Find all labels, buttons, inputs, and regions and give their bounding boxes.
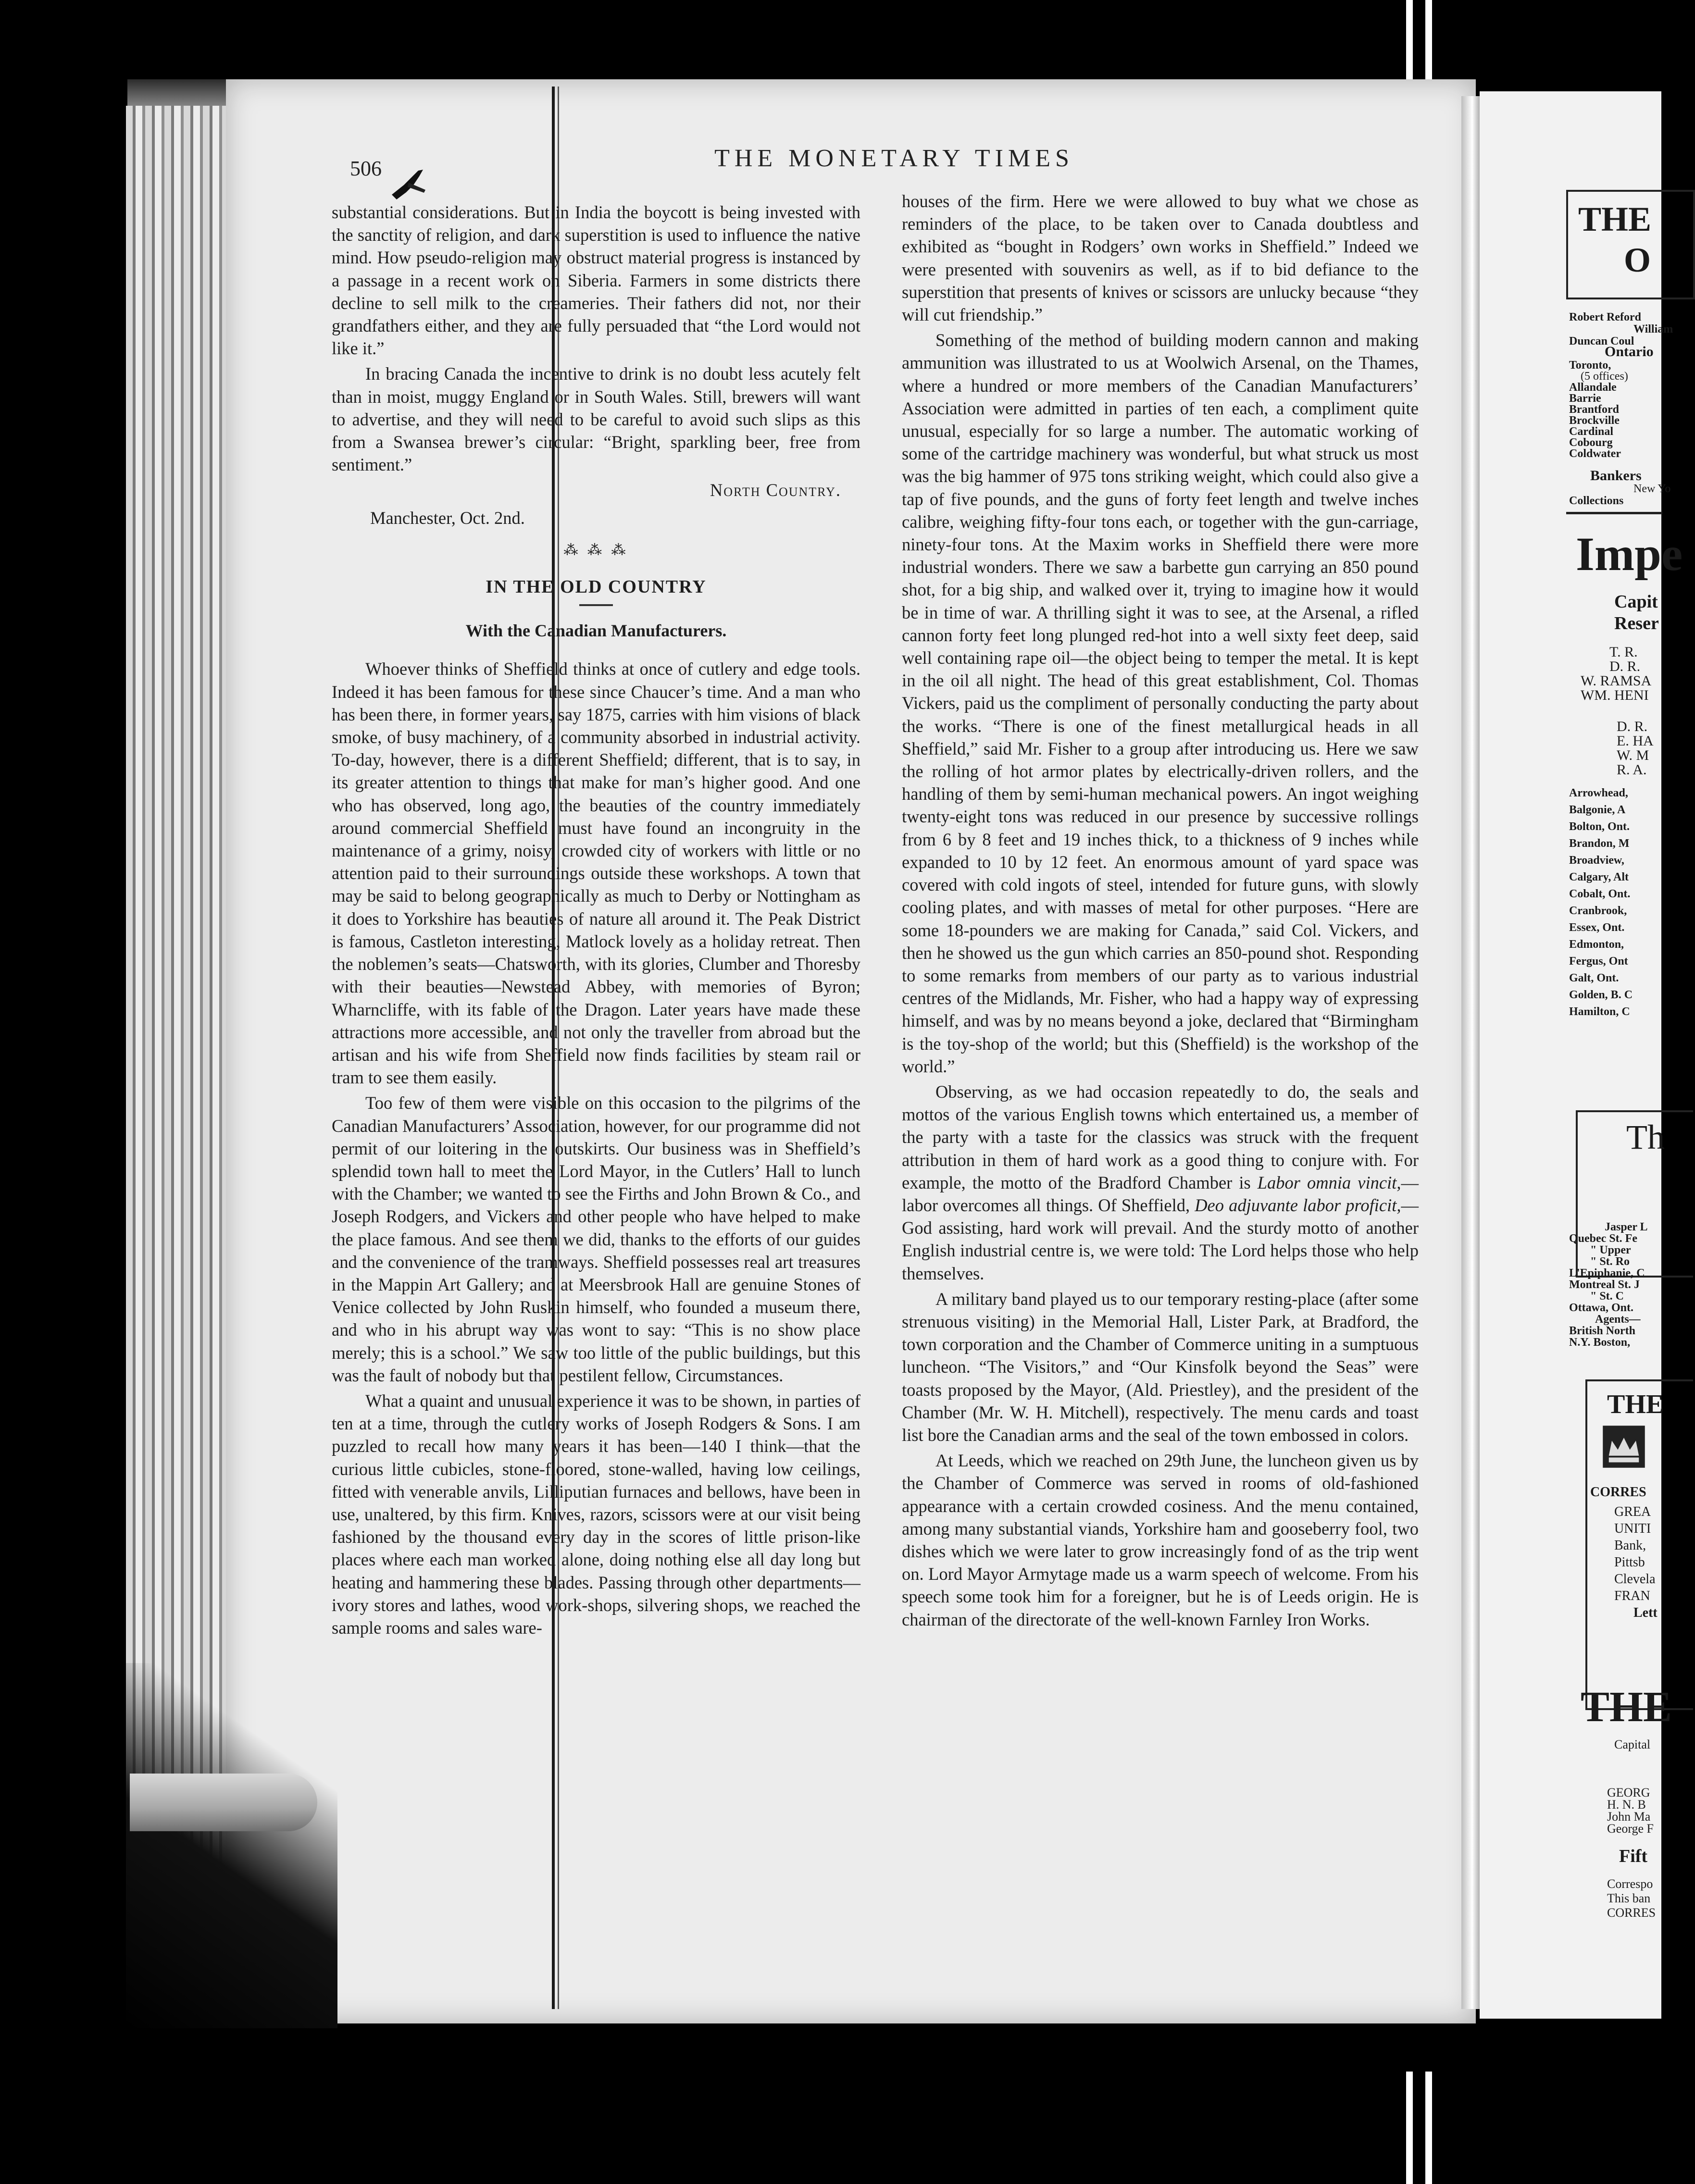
ad-branch-2: Bolton, Ont. (1569, 820, 1630, 833)
ad-officer-4: D. R. (1617, 719, 1648, 734)
left-paragraph-1: substantial considerations. But in India the boycott is being invested with the sanctity of religion, and dark superstition is used to influence the native mind. How pseudo-religion may obstruct material progress is instanced by a passage in a recent work on Siberia. Farmers in some districts there decline to sell milk to the creameries. Their fathers did not, nor their grandfathers either, and they are fully persuaded that “the Lord would not like it.” (332, 202, 860, 359)
right-paragraph-1: houses of the firm. Here we were allowed to buy what we chose as reminders of the place, to be taken over to Canada doubtless and exhibited as “bought in Rodgers’ own works in Sheffield.” Indeed we were presented with souvenirs as well, as if to bid defiance to the superstition that presents of knives or scissors are unlucky because “they will cut friendship.” (902, 191, 1419, 325)
ad-names-1-5: (5 offices) (1581, 370, 1628, 383)
ad-branch-5: Calgary, Alt (1569, 871, 1629, 883)
film-edge-bottom-right (1425, 2072, 1432, 2184)
page-clip (130, 1774, 317, 1831)
ad-box-2-line-8: Agents— (1595, 1313, 1641, 1326)
ad-names-1-12: Coldwater (1569, 447, 1621, 460)
insect-blot-icon (389, 166, 428, 204)
ad-box-2-line-9: British North (1569, 1325, 1635, 1337)
ad-branch-8: Essex, Ont. (1569, 921, 1625, 934)
section-rule (579, 604, 613, 606)
ad-names-1-2: Duncan Coul (1569, 335, 1634, 347)
ad-names-1-13: Bankers (1590, 468, 1642, 484)
ad-officer-1: D. R. (1609, 658, 1641, 674)
ad-officers2-1: H. N. B (1607, 1798, 1646, 1812)
dateline: Manchester, Oct. 2nd. (370, 508, 525, 528)
left-paragraph-4: Too few of them were visible on this occasion to the pilgrims of the Canadian Manufacturers’ Association, however, for our programme did not permit of our loitering in the outskirts. Our business was in Sheffield’s splendid town hall to meet the Lord Mayor, in the Cutlers’ Hall to lunch with the Chamber; we wanted to see the Firths and John Brown & Co., and Joseph Rodgers, and Vickers and other people who have helped to make the place famous. And see them we did, thanks to the efforts of our guides and the convenience of the tramways. Sheffield possesses real art treasures in the Mappin Art Gallery; and at Meersbrook Hall are genuine Stones of Venice collected by John Ruskin himself, who founded a museum there, and who in his abrupt way was wont to say: “This is no show place merely; this is a school.” We saw too little of the public buildings, but this was the fault of nobody but that pestilent fellow, Circumstances. (332, 1093, 860, 1385)
ad-big-title-2: THE (1581, 1683, 1672, 1731)
ad-branch-1: Balgonie, A (1569, 804, 1626, 816)
ad-box-3-title: THE (1607, 1390, 1664, 1419)
ad-box-2-line-5: Montreal St. J (1569, 1278, 1640, 1291)
ad-box-3-line-7: Lett (1633, 1605, 1658, 1620)
ad-box-3-line-0: CORRES (1590, 1485, 1646, 1500)
ad-names-1-8: Brantford (1569, 403, 1619, 416)
ad-branch-10: Fergus, Ont (1569, 955, 1628, 968)
ad-corr-1: This ban (1607, 1891, 1651, 1905)
ad-box-2-line-10: N.Y. Boston, (1569, 1336, 1631, 1349)
ad-branch-12: Golden, B. C (1569, 989, 1633, 1001)
ad-officers2-0: GEORG (1607, 1786, 1650, 1799)
section-ornament: ⁂ ⁂ ⁂ (563, 542, 629, 558)
ad-branch-3: Brandon, M (1569, 837, 1630, 850)
ad-officer-5: E. HA (1617, 733, 1654, 749)
ad-box-2-line-0: Jasper L (1605, 1221, 1648, 1233)
ad-names-1-15: Collections (1569, 495, 1624, 507)
ad-box-2-line-2: " Upper (1590, 1244, 1631, 1256)
ad-box-2-title: Th (1626, 1118, 1665, 1156)
ad-officers2-2: John Ma (1607, 1810, 1651, 1824)
ad-officer-0: T. R. (1609, 644, 1638, 660)
right-paragraph-3 (902, 1080, 1419, 1285)
signature: North Country. (710, 480, 841, 500)
ad-box-3-line-3: Bank, (1614, 1538, 1646, 1553)
ad-names-1-6: Allandale (1569, 381, 1617, 394)
left-paragraph-5: What a quaint and unusual experience it was to be shown, in parties of ten at a time, through the cutlery works of Joseph Rodgers & Sons. I am puzzled to recall how many years it has been—140 I think—that the curious little cubicles, stone-floored, stone-walled, having low ceilings, fitted with venerable anvils, Lilliputian furnaces and bellows, have been in use, unaltered, by this firm. Knives, razors, scissors were at our visit being fashioned by the thousand every day in the scores of little prison-like places where each man worked alone, doing nothing else all day long but heating and hammering these blades. Passing through other departments—ivory stores and lathes, wood work-shops, silvering shops, we reached the sample rooms and sales ware- (332, 1390, 860, 1638)
ad-rule-1 (1566, 512, 1662, 514)
ad-box-1-title-2: O (1624, 241, 1651, 279)
ad-corr-0: Correspo (1607, 1877, 1653, 1891)
ad-box-2-line-4: L'Epiphanie, C (1569, 1267, 1645, 1279)
para3-text-a: Observing, as we had occasion repeatedly to do, the seals and mottos of the various English towns which entertained us, a member of the party with a taste for the classics was struck with the frequent attribution in them of hard work as a good thing to conjure with. For example, the motto of the Bradford Chamber is (902, 1081, 1419, 1192)
ad-fifty: Fift (1619, 1846, 1648, 1866)
ad-names-1-0: Robert Reford (1569, 311, 1641, 323)
ad-names-1-7: Barrie (1569, 392, 1601, 405)
right-paragraph-4: A military band played us to our temporary resting-place (after some strenuous visiting) in the Memorial Hall, Lister Park, at Bradford, the town corporation and the Chamber of Commerce uniting in a sumptuous luncheon. “The Visitors,” and “Our Kinsfolk beyond the Seas” were toasts proposed by the Mayor, (Ald. Priestley), and the president of the Chamber (Mr. W. H. Mitchell), respectively. The menu cards and toast list bore the Canadian arms and the seal of the town embossed in colors. (902, 1289, 1419, 1445)
ad-capital-2: Capital (1614, 1737, 1651, 1751)
ad-box-2-line-6: " St. C (1590, 1290, 1624, 1303)
ad-capital-1: Reser (1614, 613, 1659, 633)
running-head: THE MONETARY TIMES (714, 145, 1074, 172)
right-column (902, 190, 1419, 1634)
ad-officer-3: WM. HENI (1581, 687, 1649, 703)
para3-text-c: —God assisting, hard work will prevail. And the sturdy motto of another English industrial centre is, we were told: The Lord helps those who help themselves. (902, 1195, 1419, 1283)
page-number: 506 (350, 157, 382, 180)
left-column (332, 201, 860, 1642)
ad-box-2-line-3: " St. Ro (1590, 1255, 1630, 1268)
ad-box-1-title-1: THE (1578, 200, 1652, 238)
ad-branch-13: Hamilton, C (1569, 1005, 1630, 1018)
left-paragraph-2: In bracing Canada the incentive to drink is no doubt less acutely felt than in moist, muggy England or in South Wales. Still, brewers will want to advertise, and they will need to be careful to avoid such slips as this from a Swansea brewer’s circular: “Bright, sparkling beer, free from sentiment.” (332, 364, 860, 475)
ad-officer-2: W. RAMSA (1581, 673, 1652, 689)
ad-box-3-line-2: UNITI (1614, 1521, 1651, 1536)
ad-names-1-14: New Yo (1633, 483, 1671, 495)
ad-box-3-line-1: GREA (1614, 1504, 1651, 1519)
ad-branch-4: Broadview, (1569, 854, 1624, 867)
ad-names-1-3: Ontario (1605, 344, 1654, 360)
ad-branch-9: Edmonton, (1569, 938, 1624, 951)
left-paragraph-3: Whoever thinks of Sheffield thinks at once of cutlery and edge tools. Indeed it has been famous for these since Chaucer’s time. And a man who has been there, in former years, say 1875, carries with him visions of black smoke, of busy machinery, of a community absorbed in industrial activity. To-day, however, there is a different Sheffield; different, that is to say, in its greater attention to things that make for man’s higher good. And one who has observed, long ago, the beauties of the country immediately around commercial Sheffield must have found an incongruity in the maintenance of a grimy, noisy, crowded city of workers with little or no attention paid to their surroundings outside these workshops. A town that may be said to belong geographically as much to Derby or Nottingham as it does to Yorkshire has beauties of nature all around it. The Peak District is famous, Castleton interesting, Matlock lovely as a holiday retreat. Then the noblemen’s seats—Chatsworth, with its glories, Clumber and Thoresby with their beauties—Newstead Abbey, with memories of Byron; Wharncliffe, with its fable of the Dragon. Later years have made these attractions more accessible, and not only the traveller from abroad but the artisan and his wife from Sheffield now finds facilities by steam rail or tram to see them easily. (332, 659, 860, 1088)
ad-box-2-line-1: Quebec St. Fe (1569, 1232, 1637, 1245)
section-subtitle: With the Canadian Manufacturers. (465, 621, 727, 641)
ad-branch-7: Cranbrook, (1569, 905, 1627, 917)
ad-officer-7: R. A. (1617, 762, 1647, 778)
para3-text-b: —labor overcomes all things. Of Sheffield, (902, 1172, 1419, 1215)
film-edge-left (1406, 0, 1413, 91)
ad-officer-6: W. M (1617, 747, 1649, 763)
ad-box-3-line-4: Pittsb (1614, 1555, 1645, 1570)
ad-branch-11: Galt, Ont. (1569, 972, 1619, 984)
crown-emblem-icon (1600, 1423, 1648, 1471)
section-title: IN THE OLD COUNTRY (486, 577, 707, 597)
ad-names-1-11: Cobourg (1569, 436, 1613, 449)
ad-names-1-9: Brockville (1569, 414, 1620, 427)
film-edge-right (1425, 0, 1432, 91)
ad-box-3-line-5: Clevela (1614, 1572, 1656, 1587)
ad-officers2-3: George F (1607, 1822, 1654, 1836)
ad-corr-2: CORRES (1607, 1906, 1656, 1920)
ad-names-1-10: Cardinal (1569, 425, 1614, 438)
adjacent-page (1480, 91, 1683, 2019)
ad-box-3-line-6: FRAN (1614, 1588, 1650, 1603)
right-paragraph-5: At Leeds, which we reached on 29th June, the luncheon given us by the Chamber of Commerce was served in rooms of old-fashioned appearance with a certain crowded cosiness. And the menu contained, among many substantial viands, Yorkshire ham and gooseberry fool, two dishes which we were later to grow increasingly fond of as the trip went on. Lord Mayor Armytage made us a warm speech of welcome. From his speech some took him for a foreigner, but he is of Leeds origin. He is chairman of the directorate of the well-known Farnley Iron Works. (902, 1451, 1419, 1629)
ad-capital-0: Capit (1614, 592, 1658, 612)
ad-branch-0: Arrowhead, (1569, 787, 1628, 799)
ad-big-title: Impe (1576, 527, 1683, 581)
ad-box-2-line-7: Ottawa, Ont. (1569, 1302, 1633, 1314)
motto-sheffield: Deo adjuvante labor proficit, (1195, 1195, 1401, 1215)
film-edge-bottom-left (1406, 2072, 1413, 2184)
ad-names-1-4: Toronto, (1569, 359, 1611, 372)
right-paragraph-2: Something of the method of building modern cannon and making ammunition was illustrated to us at Woolwich Arsenal, on the Thames, where a hundred or more members of the Canadian Manufacturers’ Association were admitted in parties of ten each, a compliment quite unusual, especially for so large a number. The automatic working of some of the cartridge machinery was wonderful, but what struck us most was the big hammer of 975 tons striking weight, which could also give a tap of five pounds, and the guns of forty feet length and twelve inches calibre, weighing fifty-four tons each, or together with the gun-carriage, ninety-four tons. At the Maxim works in Sheffield there were more industrial wonders. There we saw a barbette gun carrying an 850 pound shot, for a big ship, and walked over it, trying to imagine how it would be in time of war. A thrilling sight it was to see, at the Arsenal, a rifled cannon forty feet long plunged red-hot into a well sixty feet deep, said well containing rape oil—the object being to temper the metal. It is kept in the oil all night. The head of this great establishment, Col. Thomas Vickers, paid us the compliment of personally conducting the party about the works. “There is one of the finest metallurgical heads in all Sheffield,” said Mr. Fisher to a group after introducing us. Here we saw the rolling of hot armor plates by electrically-driven rollers, and the handling of them by semi-human mechanical powers. An ingot weighing twenty-eight tons was reduced in our presence by successive rollings from 6 by 8 feet and 19 inches thick, to a thickness of 9 inches while expanded to 10 by 12 feet. An enormous amount of yard space was covered with cold ingots of steel, intended for future guns, with slowly cooling plates, and with masses of metal for other purposes. “Here are some 18-pounders we are making for Canada,” said Col. Vickers, and then he showed us the gun which carries an 850-pound shot. Responding to some remarks from members of our party as to various industrial centres of the Midlands, Mr. Fisher, who had a happy way of expressing himself, and was by no means beyond a joke, declared that “Birmingham is the toy-shop of the world; but this (Sheffield) is the workshop of the world.” (902, 330, 1419, 1076)
scan-shadow-corner (126, 1663, 337, 2028)
ad-branch-6: Cobalt, Ont. (1569, 888, 1631, 900)
motto-bradford: Labor omnia vincit, (1257, 1172, 1401, 1192)
ad-names-1-1: William (1633, 323, 1673, 335)
